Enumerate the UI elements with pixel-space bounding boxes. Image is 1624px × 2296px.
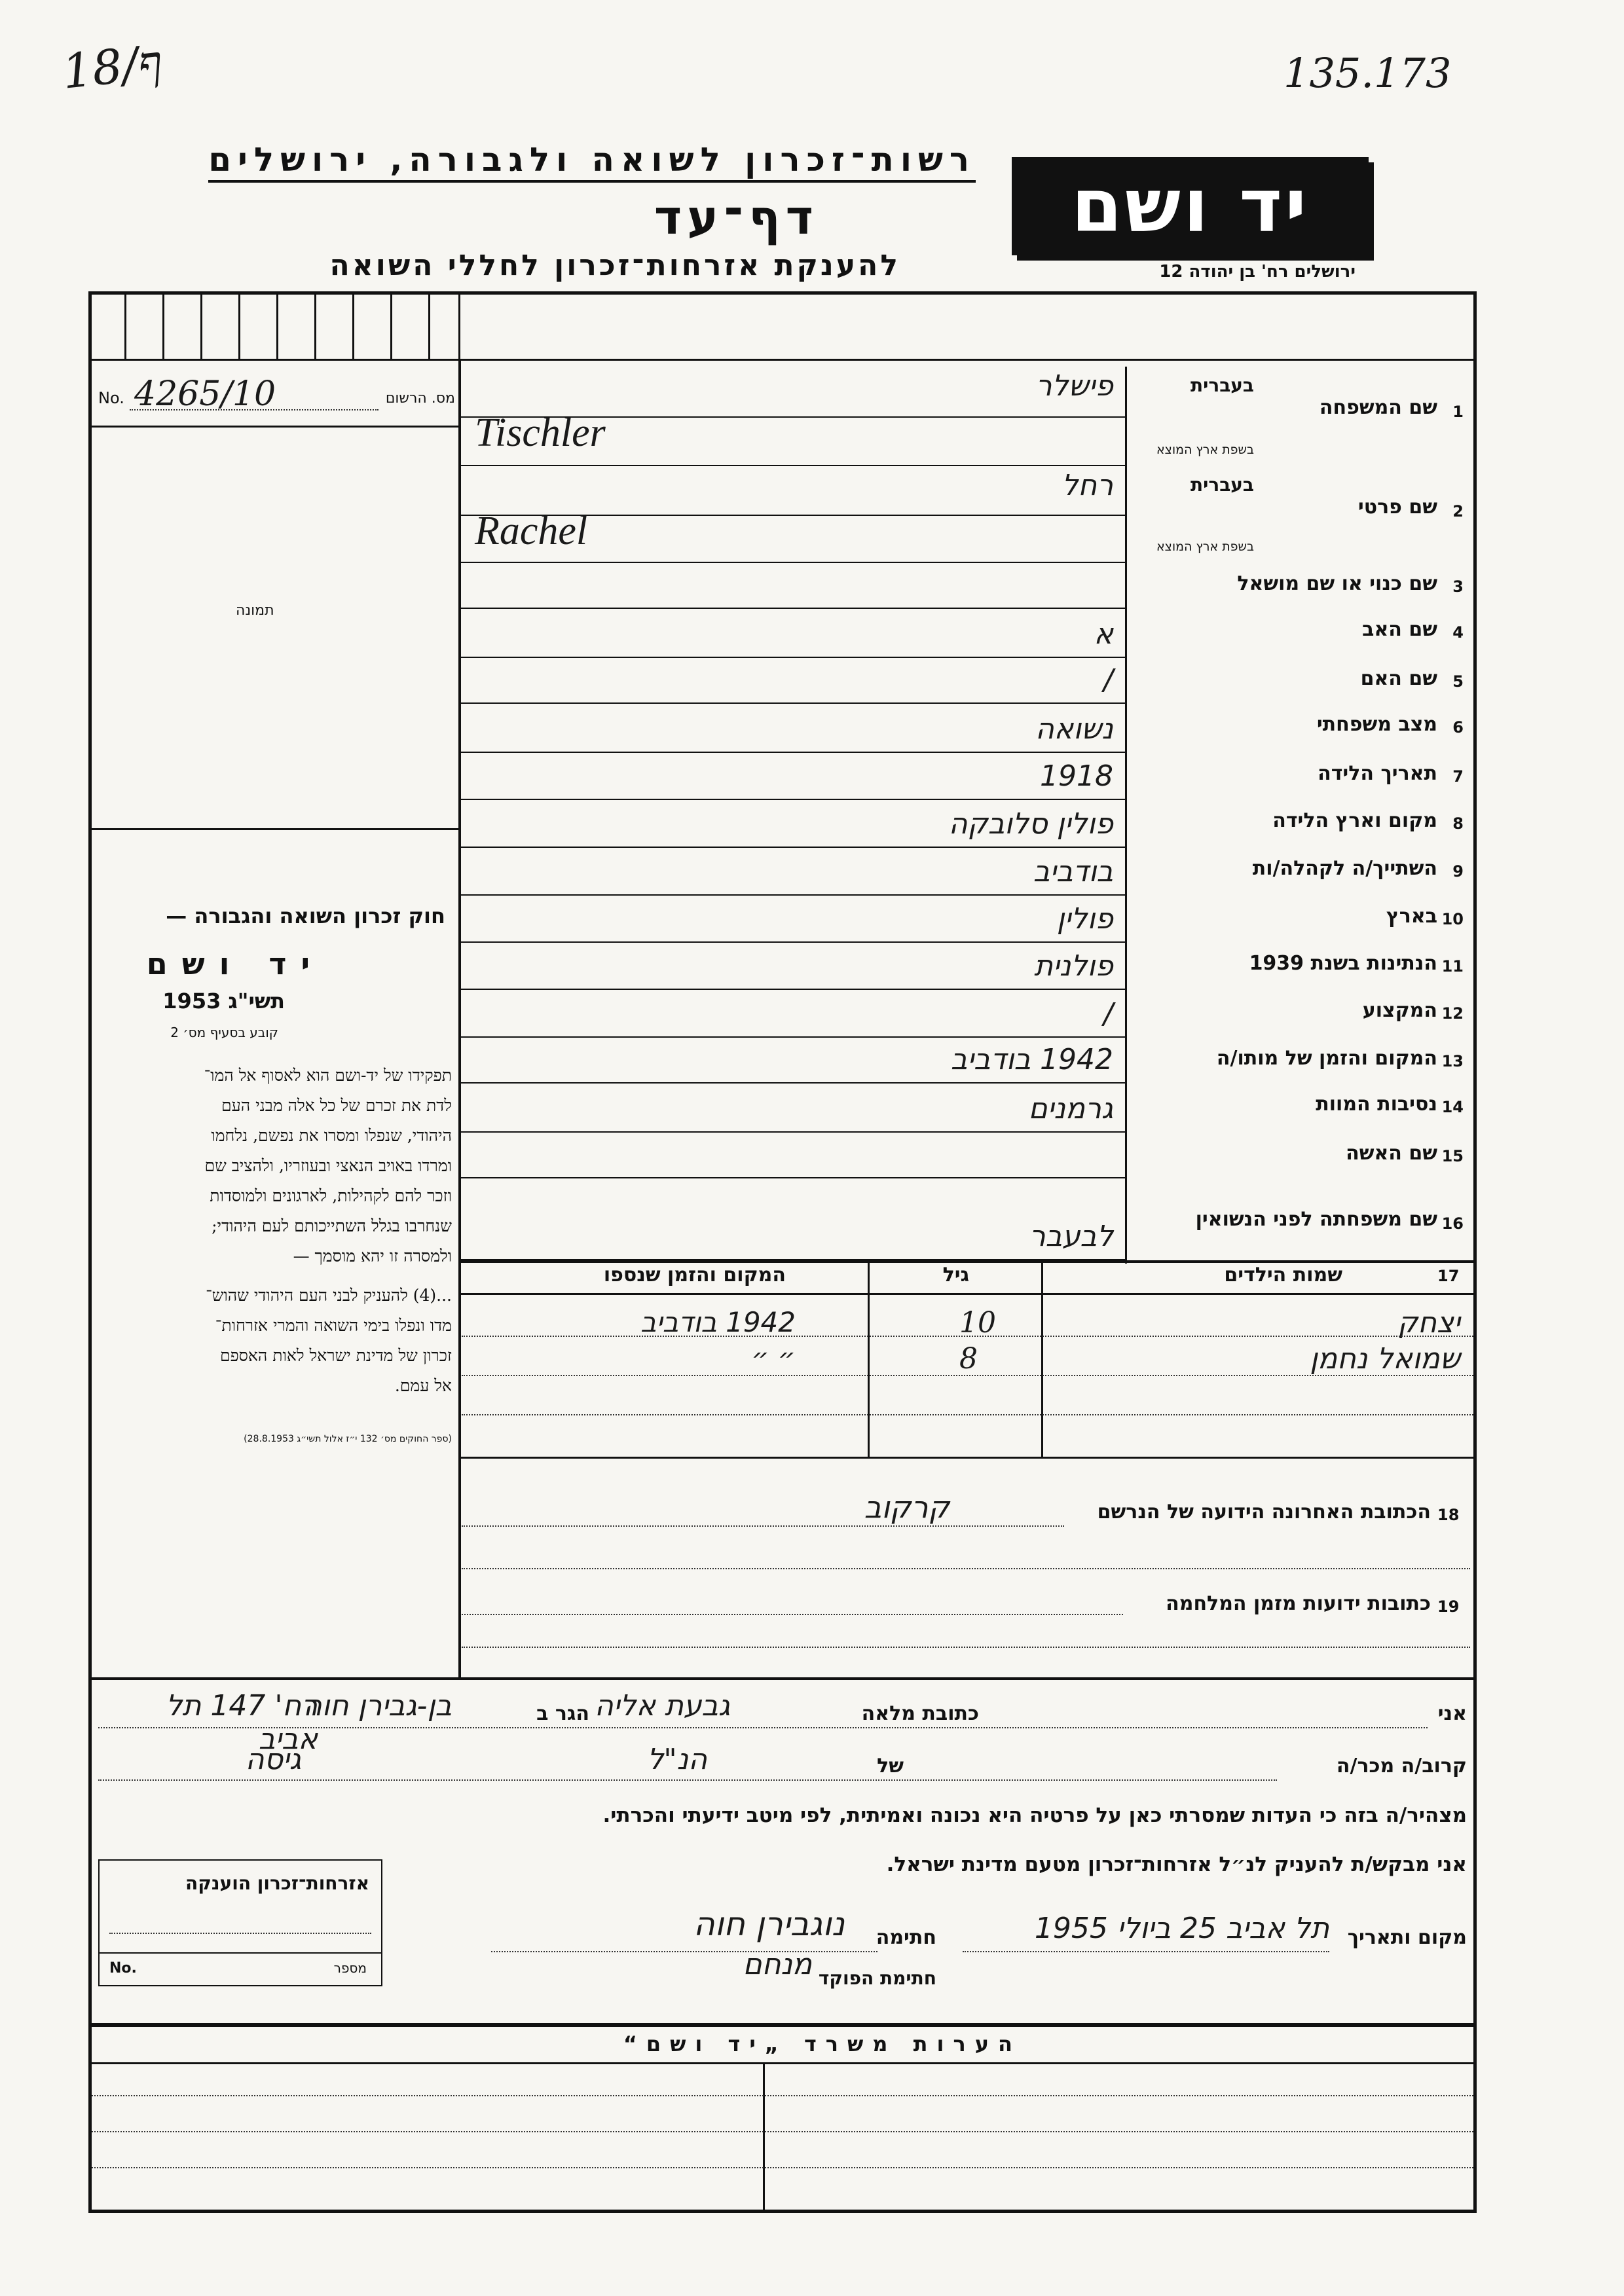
field-number-5: 5 [1452, 672, 1464, 691]
law-line: זכרון של מדינת ישראל לאות האספם [219, 1346, 452, 1365]
field-value-latin-1: Tischler [475, 410, 606, 455]
citizenship-number-label: מספר [333, 1960, 367, 1976]
declarant-name: בן-גבירן חוה [303, 1689, 452, 1722]
ref-box-divider [428, 291, 430, 360]
citizenship-dotted [109, 1933, 371, 1934]
field-number-7: 7 [1452, 767, 1464, 786]
field-label-6: מצב משפחתי [1316, 713, 1437, 736]
yad-vashem-logo: יד ושם [1012, 157, 1369, 255]
field-sublabel-origin: בשפת ארץ המוצא [1156, 443, 1254, 457]
field-sublabel-hebrew: בעברית [1190, 374, 1254, 396]
section-divider [88, 1677, 1477, 1680]
law-line: מדו ונפלו בימי השואה והמרי אזרחות־ [215, 1316, 452, 1335]
frame-top [88, 291, 1477, 295]
field-row-5 [458, 658, 1477, 704]
remarks-col-divider [763, 2062, 765, 2213]
top-right-file-number: 135.173 [1283, 49, 1452, 97]
field-number-3: 3 [1452, 577, 1464, 596]
law-line: וזכר להם לקהילות, לארגונים ולמוסדות [210, 1186, 452, 1205]
field-label-15: שם האשה [1346, 1142, 1437, 1165]
children-top [458, 1260, 1477, 1263]
declaration-line-2 [98, 1779, 1277, 1781]
declaration-of-name: הנ"ל [647, 1743, 707, 1776]
address-line: ירושלים רח' בן יהודה 12 [1159, 262, 1356, 282]
field-label-12: המקצוע [1362, 999, 1437, 1022]
declaration-line-1 [98, 1727, 1428, 1728]
field-row-10 [458, 896, 1477, 943]
field-value-18: קרקוב [864, 1489, 950, 1525]
field-value-7: 1918 [1040, 759, 1113, 793]
child-place-time: 1942 בודביב [640, 1306, 796, 1338]
declaration-i: אני [1437, 1702, 1467, 1725]
ref-box-divider [390, 291, 392, 360]
child-place-time: ״ ״ [751, 1342, 796, 1374]
field-label-13: המקום והזמן של מותו/ה [1216, 1047, 1437, 1070]
children-header-bottom [458, 1293, 1477, 1295]
field-number-8: 8 [1452, 814, 1464, 833]
signature-value: נוגבירן חוה [693, 1905, 845, 1943]
field-value-14: גרמנים [1028, 1092, 1113, 1125]
registration-no-label: No. [98, 389, 124, 407]
field-value-10: פולין [1056, 902, 1113, 936]
remarks-line [92, 2131, 1473, 2132]
field-value-12: / [1103, 997, 1113, 1030]
declaration-lives-in: הגר ב [536, 1702, 589, 1725]
form-title: דף־עד [654, 190, 819, 245]
declaration-relation-label: קרוב/ה מכר/ה [1336, 1755, 1467, 1777]
field-value-11: פולנית [1034, 949, 1113, 983]
remarks-header-bottom [88, 2062, 1477, 2064]
field-row-9 [458, 848, 1477, 896]
children-col-divider [868, 1260, 870, 1457]
law-line: ...(4) להעניק לבני העם היהודי שהוש־ [206, 1286, 452, 1305]
field-label-8: מקום וארץ הלידה [1272, 809, 1437, 832]
field-number-18: 18 [1437, 1506, 1460, 1524]
declaration-request: אני מבקש/ת להעניק לנ״ל אזרחות־זכרון מטעם מדינת ישראל. [886, 1853, 1467, 1876]
field-label-19: כתובות ידועות מזמן המלחמה [1166, 1592, 1431, 1615]
field-label-10: בארץ [1386, 905, 1437, 928]
ref-box-divider [276, 291, 278, 360]
law-citation: (ספר החוקים מס׳ 132 י״ז אלול תשי״ג 28.8.1953) [244, 1434, 452, 1444]
frame-left [88, 291, 92, 2213]
law-line: לדת את זכרם של כל אלה מבני העם [221, 1096, 452, 1115]
field-row-1 [458, 367, 1477, 466]
field-value-hebrew-2: רחל [1061, 469, 1113, 502]
children-col-place: המקום והזמן שנספו [603, 1264, 786, 1286]
registration-number-row [98, 374, 455, 419]
field-label-3: שם כנוי או שם מושאל [1237, 572, 1437, 595]
field-sublabel-origin: בשפת ארץ המוצא [1156, 539, 1254, 554]
field-row-16 [458, 1178, 1477, 1260]
children-row-line [462, 1336, 1473, 1337]
frame-bottom [88, 2210, 1477, 2213]
field-sublabel-hebrew: בעברית [1190, 474, 1254, 496]
law-title: חוק זכרון השואה והגבורה — [166, 903, 445, 928]
child-name: יצחק [1397, 1306, 1460, 1339]
top-left-handwritten-mark: ף/18 [59, 34, 166, 100]
form-subtitle: להענקת אזרחות־זכרון לחללי השואה [329, 249, 900, 282]
declarant-address: רח' 147 תל אביב [166, 1689, 318, 1756]
field-number-2: 2 [1452, 502, 1464, 520]
place-date-line [963, 1951, 1329, 1952]
child-name: שמואל נחמן [1310, 1342, 1460, 1376]
field-number-13: 13 [1441, 1052, 1464, 1070]
field18-line [462, 1568, 1470, 1569]
ref-box-divider [162, 291, 164, 360]
registration-dotted-line [130, 409, 378, 410]
law-line: אל עמם. [394, 1376, 452, 1395]
field-row-13 [458, 1038, 1477, 1084]
field-row-11 [458, 943, 1477, 990]
citizenship-box [98, 1859, 382, 1986]
field-number-19: 19 [1437, 1597, 1460, 1616]
field-number-9: 9 [1452, 862, 1464, 881]
official-signature-value: מנחם [743, 1948, 812, 1981]
field-label-9: השתייך/ה לקהלה/ות [1252, 857, 1437, 880]
photo-label: תמונה [236, 602, 274, 619]
citizenship-divider [100, 1952, 381, 1954]
field-number-17: 17 [1437, 1267, 1460, 1285]
field-label-18: הכתובת האחרונה הידועה של הנרשם [1097, 1501, 1431, 1523]
field-value-9: בודביב [1033, 855, 1113, 888]
field19-line [462, 1614, 1123, 1615]
child-age: 8 [959, 1342, 978, 1376]
children-bottom [458, 1457, 1477, 1459]
remarks-title: הערות משרד „יד ושם“ [623, 2032, 1022, 2056]
photo-box-bottom [88, 828, 460, 830]
field-value-16: לבעבר [1029, 1220, 1113, 1253]
field-row-2 [458, 466, 1477, 563]
field-row-6 [458, 704, 1477, 753]
law-line: תפקידו של יד-ושם הוא לאסוף אל המו־ [204, 1066, 452, 1085]
ref-row-bottom [88, 359, 1477, 361]
children-col-names: שמות הילדים [1224, 1264, 1342, 1286]
law-body [98, 1061, 452, 1401]
field-number-16: 16 [1441, 1214, 1464, 1233]
field-label-5: שם האם [1360, 667, 1437, 690]
ref-box-divider [352, 291, 354, 360]
field-value-latin-2: Rachel [475, 509, 588, 553]
declaration-statement: מצהיר/ה בזה כי העדות שמסרתי כאן על פרטיה היא נכונה ואמיתית, לפי מיטב ידיעתי והכרתי. [602, 1804, 1467, 1827]
ref-box-divider [458, 291, 460, 360]
signature-label: חתימה [876, 1926, 936, 1949]
ref-box-divider [124, 291, 126, 360]
declarant-relation: גיסה [245, 1743, 301, 1776]
declarant-city: גבעת אליה [594, 1689, 730, 1722]
remarks-top [88, 2023, 1477, 2027]
citizenship-no-label: No. [109, 1960, 137, 1977]
field-value-4: א [1094, 617, 1113, 651]
field-row-12 [458, 990, 1477, 1038]
field-value-8: פולין סלובקה [948, 807, 1113, 841]
ref-box-divider [314, 291, 316, 360]
field-number-1: 1 [1452, 403, 1464, 421]
children-col-age: גיל [942, 1264, 969, 1286]
citizenship-box-title: אזרחות־זכרון הוענקה [185, 1872, 369, 1894]
field-label-14: נסיבות המוות [1316, 1093, 1437, 1116]
field-label-2: שם פרטי [1357, 496, 1437, 519]
remarks-line [92, 2167, 1473, 2168]
field-label-11: הנתינות בשנת 1939 [1249, 952, 1437, 975]
field-number-14: 14 [1441, 1098, 1464, 1116]
official-signature-label: חתימת הפוקד [818, 1967, 936, 1989]
field-label-16: שם משפחתה לפני הנשואין [1195, 1208, 1437, 1231]
children-row-line [462, 1375, 1473, 1376]
field-row-15 [458, 1133, 1477, 1178]
registration-underline [88, 426, 460, 428]
field-number-6: 6 [1452, 718, 1464, 737]
field-number-15: 15 [1441, 1147, 1464, 1165]
field-row-8 [458, 800, 1477, 848]
ref-box-divider [200, 291, 202, 360]
field-row-14 [458, 1084, 1477, 1133]
field-number-10: 10 [1441, 910, 1464, 928]
field-number-12: 12 [1441, 1004, 1464, 1023]
law-name: יד ושם [146, 946, 324, 981]
registration-number: 4265/10 [134, 374, 276, 414]
authority-line: רשות־זכרון לשואה ולגבורה, ירושלים [208, 141, 976, 183]
law-line: היהודי, שנפלו ומסרו את נפשם, נלחמו [211, 1126, 452, 1145]
law-clause: קובע בסעיף מס׳ 2 [170, 1025, 278, 1040]
field-label-1: שם המשפחה [1319, 396, 1437, 419]
law-line: שנחרבו בגלל השתייכותם לעם היהודי; [212, 1216, 452, 1235]
field-row-3 [458, 563, 1477, 609]
field-value-5: / [1103, 663, 1113, 697]
signature-line [491, 1951, 877, 1952]
law-year: תשי"ג 1953 [162, 989, 285, 1013]
place-date-value: תל אביב 25 ביולי 1955 [1034, 1912, 1329, 1945]
remarks-line [92, 2095, 1473, 2096]
field-label-4: שם האב [1362, 618, 1437, 641]
declaration-of: של [877, 1755, 904, 1777]
law-line: ומרדו באויב הנאצי ובעוזריו, ולהציב שם [204, 1156, 452, 1175]
field-value-13: 1942 בודביב [950, 1043, 1113, 1076]
field19-line [462, 1647, 1470, 1648]
children-row-line [462, 1414, 1473, 1415]
field-row-4 [458, 609, 1477, 658]
law-line: ולמסרה זו יהא מוסמך — [293, 1247, 452, 1266]
field-value-6: נשואה [1035, 712, 1113, 746]
child-age: 10 [959, 1306, 996, 1339]
ref-box-divider [238, 291, 240, 360]
field-value-hebrew-1: פישלר [1035, 369, 1113, 403]
declaration-address-label: כתובת מלאה [861, 1702, 979, 1725]
field18-line [462, 1525, 1064, 1527]
children-col-divider [1041, 1260, 1043, 1457]
registration-label: מס. הרשום [385, 390, 455, 407]
field-number-4: 4 [1452, 623, 1464, 642]
field-row-7 [458, 753, 1477, 800]
place-date-label: מקום ותאריך [1347, 1926, 1467, 1949]
field-number-11: 11 [1441, 957, 1464, 975]
field-label-7: תאריך הלידה [1318, 762, 1437, 785]
